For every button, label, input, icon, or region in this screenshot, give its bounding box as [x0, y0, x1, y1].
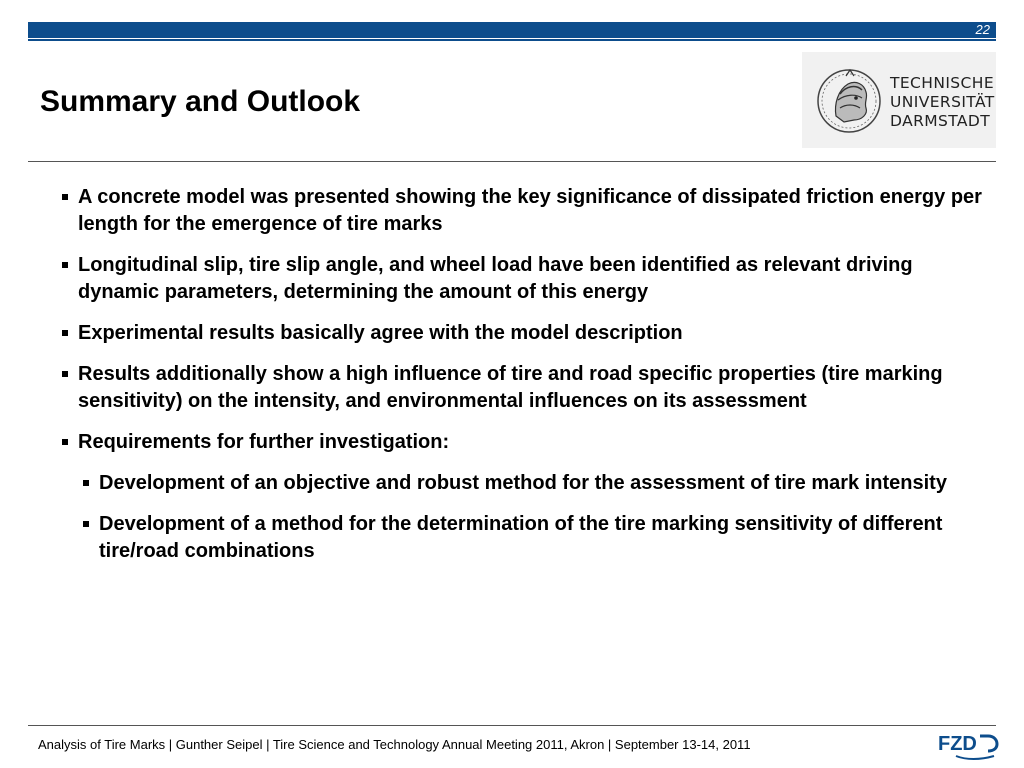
bullet-item [62, 320, 992, 347]
university-name-line1: TECHNISCHE [890, 74, 995, 92]
square-bullet-icon [83, 480, 89, 486]
header-underline [28, 39, 996, 41]
page-title: Summary and Outlook [40, 85, 361, 118]
square-bullet-icon [83, 521, 89, 527]
square-bullet-icon [62, 371, 68, 377]
square-bullet-icon [62, 439, 68, 445]
bullet-item [62, 429, 992, 456]
header-bar [28, 22, 996, 38]
university-name-line2: UNIVERSITÄT [890, 93, 995, 111]
slide-number: 22 [975, 22, 990, 37]
square-bullet-icon [62, 194, 68, 200]
bullet-text: Longitudinal slip, tire slip angle, and wheel load have been identified as relevant driving dynamic parameters, determining the amount of this energy [78, 254, 913, 303]
bullet-item [62, 184, 992, 238]
bullet-item [62, 361, 992, 415]
university-name [890, 74, 995, 131]
bullet-text: Results additionally show a high influence of tire and road specific properties (tire marking sensitivity) on the intensity, and environmental influences on its assessment [78, 363, 943, 412]
fzd-logo-icon [936, 730, 1000, 762]
sub-bullet-item [83, 511, 992, 565]
sub-bullet-text: Development of an objective and robust method for the assessment of tire mark intensity [99, 472, 947, 494]
square-bullet-icon [62, 330, 68, 336]
university-logo [802, 52, 996, 148]
bullet-list [62, 184, 992, 579]
bullet-text: Experimental results basically agree with the model description [78, 322, 683, 344]
footer-text: Analysis of Tire Marks | Gunther Seipel | Tire Science and Technology Annual Meeting 2011, Akron | September 13-14, 2011 [38, 737, 751, 752]
university-name-line3: DARMSTADT [890, 112, 991, 130]
bullet-item [62, 252, 992, 306]
footer-divider [28, 725, 996, 726]
fzd-logo-text: FZD [938, 733, 977, 755]
sub-bullet-text: Development of a method for the determination of the tire marking sensitivity of different tire/road combinations [99, 513, 943, 562]
bullet-text: Requirements for further investigation: [78, 431, 450, 453]
sub-bullet-item [83, 470, 992, 497]
athena-head-emblem-icon [816, 64, 882, 138]
header-divider [28, 161, 996, 162]
square-bullet-icon [62, 262, 68, 268]
bullet-text: A concrete model was presented showing the key significance of dissipated friction energy per length for the emergence of tire marks [78, 186, 982, 235]
